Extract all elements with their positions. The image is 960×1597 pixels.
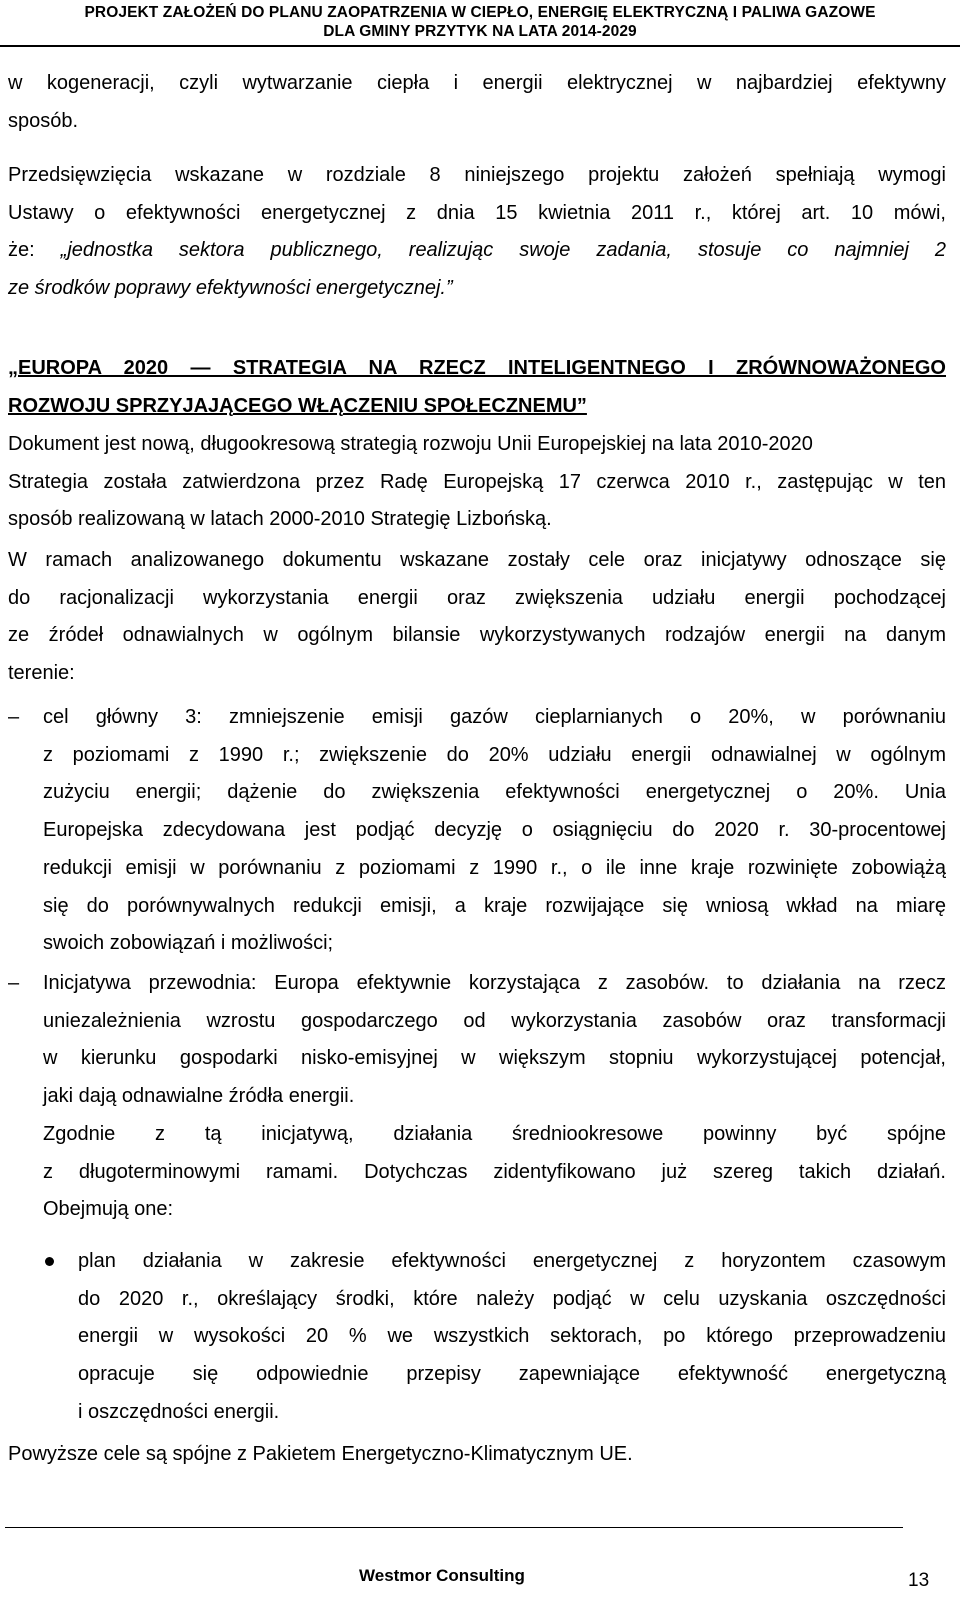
text-line: ze źródeł odnawialnych w ogólnym bilansie wykorzystywanych rodzajów energii na danym bbox=[8, 624, 946, 647]
text-line: W ramach analizowanego dokumentu wskazane zostały cele oraz inicjatywy odnoszące się bbox=[8, 549, 946, 571]
text-line: do racjonalizacji wykorzystania energii oraz zwiększenia udziału energii pochodzącej bbox=[8, 586, 946, 609]
text-line: Powyższe cele są spójne z Pakietem Energetyczno-Klimatycznym UE. bbox=[8, 1443, 633, 1465]
text-line: Europejska zdecydowana jest podjąć decyzję o osiągnięciu do 2020 r. 30-procentowej bbox=[43, 819, 946, 842]
quote-text: „jednostka sektora publicznego, realizując swoje zadania, stosuje co najmniej 2 bbox=[60, 239, 946, 262]
text-line: uniezależnienia wzrostu gospodarczego od wykorzystania zasobów oraz transformacji bbox=[43, 1009, 946, 1032]
text-line: Strategia została zatwierdzona przez Radę Europejską 17 czerwca 2010 r., zastępując w ten bbox=[8, 470, 946, 493]
dash-bullet-icon: – bbox=[8, 706, 20, 728]
header-rule bbox=[0, 45, 960, 47]
text-line: jaki dają odnawialne źródła energii. bbox=[43, 1085, 355, 1108]
header-title-line1: PROJEKT ZAŁOŻEŃ DO PLANU ZAOPATRZENIA W CIEPŁO, ENERGIĘ ELEKTRYCZNĄ I PALIWA GAZOWE bbox=[84, 4, 876, 21]
text-line: Zgodnie z tą inicjatywą, działania średniookresowe powinny być spójne bbox=[43, 1122, 946, 1145]
text-line: Przedsięwzięcia wskazane w rozdziale 8 niniejszego projektu założeń spełniają wymogi bbox=[8, 164, 946, 186]
text-line: plan działania w zakresie efektywności energetycznej z horyzontem czasowym bbox=[78, 1250, 946, 1272]
text-line: opracuje się odpowiednie przepisy zapewniające efektywność energetyczną bbox=[78, 1363, 946, 1386]
text-line: Inicjatywa przewodnia: Europa efektywnie korzystająca z zasobów. to działania na rzecz bbox=[43, 972, 946, 994]
text-line: i oszczędności energii. bbox=[78, 1400, 280, 1423]
section-heading bbox=[8, 350, 946, 425]
paragraph-ustawa bbox=[8, 157, 946, 308]
text-line-quote bbox=[8, 232, 946, 270]
heading-line: „EUROPA 2020 — STRATEGIA NA RZECZ INTELIGENTNEGO I ZRÓWNOWAŻONEGO bbox=[8, 357, 946, 379]
list-item-text bbox=[43, 965, 946, 1229]
text-line: w kogeneracji, czyli wytwarzanie ciepła i energii elektrycznej w najbardziej efektywny bbox=[8, 72, 946, 94]
paragraph-ramach bbox=[8, 542, 946, 693]
text-line: się do porównywalnych redukcji emisji, a kraje rozwijające się wniosą wkład na miarę bbox=[43, 894, 946, 917]
bullet-dot-icon bbox=[45, 1257, 54, 1266]
text-line: cel główny 3: zmniejszenie emisji gazów cieplarnianych o 20%, w porównaniu bbox=[43, 706, 946, 728]
quote-text: ze środków poprawy efektywności energetycznej.” bbox=[8, 277, 453, 300]
paragraph-closing bbox=[8, 1436, 946, 1474]
text-line: sposób. bbox=[8, 109, 79, 132]
text-line: Ustawy o efektywności energetycznej z dnia 15 kwietnia 2011 r., której art. 10 mówi, bbox=[8, 201, 946, 224]
page-header bbox=[0, 2, 960, 46]
paragraph-dokument bbox=[8, 426, 946, 539]
dash-bullet-icon: – bbox=[8, 972, 20, 994]
header-title-line2: DLA GMINY PRZYTYK NA LATA 2014-2029 bbox=[323, 23, 637, 40]
text-line: terenie: bbox=[8, 662, 75, 685]
text-prefix: że: bbox=[8, 239, 61, 262]
text-line: energii w wysokości 20 % we wszystkich sektorach, po którego przeprowadzeniu bbox=[78, 1325, 946, 1348]
paragraph-kogeneracja bbox=[8, 65, 946, 140]
heading-line: ROZWOJU SPRZYJAJĄCEGO WŁĄCZENIU SPOŁECZNEMU” bbox=[8, 394, 587, 417]
text-line: swoich zobowiązań i możliwości; bbox=[43, 932, 334, 955]
text-line: Dokument jest nową, długookresową strategią rozwoju Unii Europejskiej na lata 2010-2020 bbox=[8, 433, 813, 455]
footer-company: Westmor Consulting bbox=[359, 1566, 525, 1585]
text-line: z poziomami z 1990 r.; zwiększenie do 20% udziału energii odnawialnej w ogólnym bbox=[43, 743, 946, 766]
text-line: do 2020 r., określający środki, które należy podjąć w celu uzyskania oszczędności bbox=[78, 1287, 946, 1310]
text-line: redukcji emisji w porównaniu z poziomami z 1990 r., o ile inne kraje rozwinięte zobowiążą bbox=[43, 856, 946, 879]
text-line: sposób realizowaną w latach 2000-2010 Strategię Lizbońską. bbox=[8, 508, 552, 531]
text-line: zużyciu energii; dążenie do zwiększenia efektywności energetycznej o 20%. Unia bbox=[43, 781, 946, 804]
text-line: Obejmują one: bbox=[43, 1198, 174, 1221]
list-item-text bbox=[78, 1243, 946, 1432]
text-line: z długoterminowymi ramami. Dotychczas zidentyfikowano już szereg takich działań. bbox=[43, 1160, 946, 1183]
footer-rule bbox=[5, 1527, 903, 1528]
text-line: w kierunku gospodarki nisko-emisyjnej w większym stopniu wykorzystującej potencjał, bbox=[43, 1047, 946, 1070]
page-number: 13 bbox=[908, 1570, 930, 1591]
list-item-text bbox=[43, 699, 946, 963]
